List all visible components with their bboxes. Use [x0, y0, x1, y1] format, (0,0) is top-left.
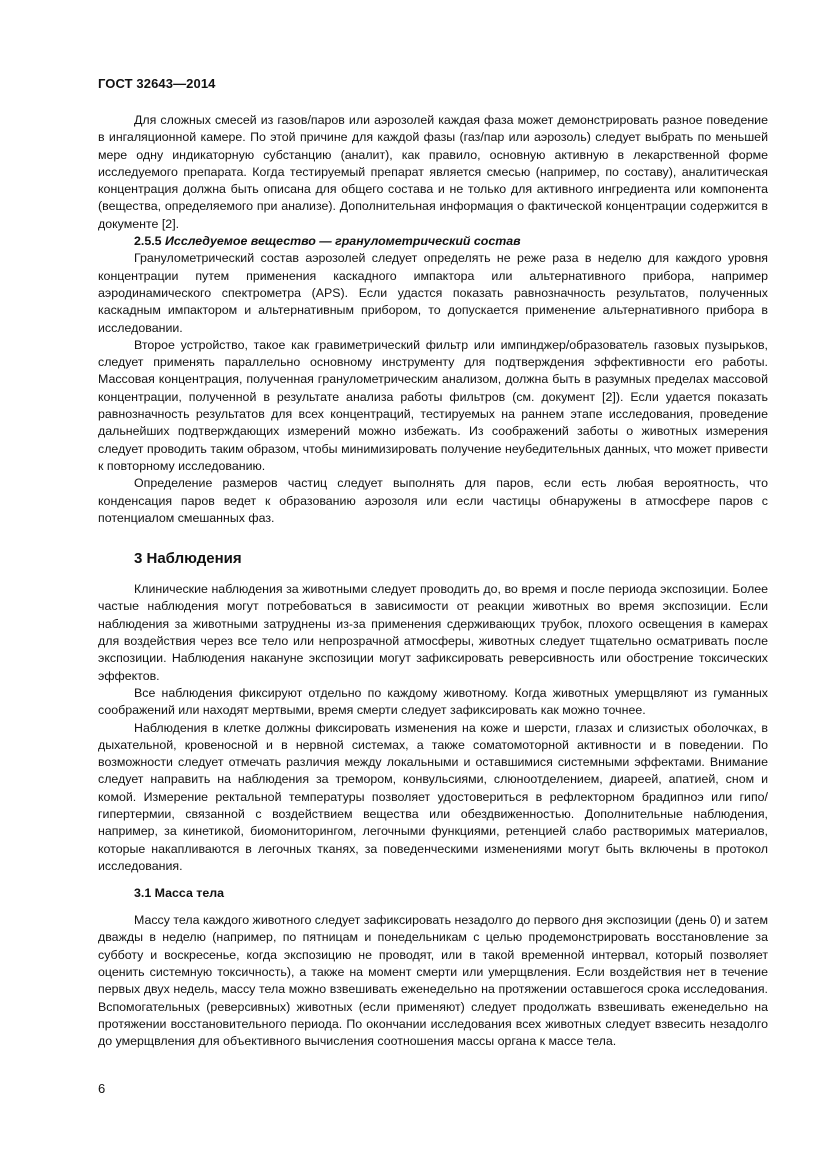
section-heading-3: 3 Наблюдения [134, 550, 242, 568]
paragraph: Второе устройство, такое как гравиметрический фильтр или импинджер/образователь газовых пузырьков, следует применять параллельно основному инструменту для подтверждения эффективности его работы. Массовая концентрация, полученная гранулометрическим анализом, должна быть в разумных пределах массовой концентрации, полученной в результате анализа работы фильтров (см. документ [2]). Если удается показать равнозначность результатов для всех концентраций, тестируемых на раннем этапе исследования, проведение дальнейших подтверждающих измерений можно избежать. Из соображений заботы о животных измерения следует проводить таким образом, чтобы минимизировать получение неубедительных данных, что может привести к повторному исследованию. [98, 337, 768, 473]
page-number: 6 [98, 1081, 106, 1096]
paragraph: Клинические наблюдения за животными следует проводить до, во время и после периода экспозиции. Более частые наблюдения могут потребоваться в зависимости от реакции животных во время экспозиции. Если наблюдения за животными затруднены из-за применения сдерживающих трубок, плохого освещения в камерах для воздействия через все тело или непрозрачной атмосферы, животных следует тщательно осматривать после экспозиции. Наблюдения накануне экспозиции могут зафиксировать реверсивность или обострение токсических эффектов. [98, 582, 768, 683]
subsection-heading-2-5-5 [98, 233, 768, 250]
subsection-title: Исследуемое вещество — гранулометрический состав [165, 234, 521, 249]
paragraph: Гранулометрический состав аэрозолей следует определять не реже раза в неделю для каждого уровня концентрации путем применения каскадного импактора или альтернативного прибора, например аэродинамического спектрометра (APS). Если удастся показать равнозначность результатов, полученных каскадным импактором и альтернативным прибором, то допускается применение альтернативного прибора в исследовании. [98, 251, 768, 335]
paragraph: Наблюдения в клетке должны фиксировать изменения на коже и шерсти, глазах и слизистых оболочках, в дыхательной, кровеносной и в нервной системах, а также соматомоторной активности и в поведении. По возможности следует отмечать различия между локальными и оставшимися системными эффектами. Внимание следует направить на наблюдения за тремором, конвульсиями, слюноотделением, диареей, апатией, сном и комой. Измерение ректальной температуры позволяет удостовериться в рефлекторном брадипноэ или гипо/гипертермии, связанной с воздействием вещества или обездвиженностью. Дополнительные наблюдения, например, за кинетикой, биомониторингом, легочными функциями, ретенцией слабо растворимых материалов, которые накапливаются в легочных тканях, за поведенческими изменениями могут быть включены в протокол исследования. [98, 720, 768, 873]
paragraph: Определение размеров частиц следует выполнять для паров, если есть любая вероятность, что конденсация паров ведет к образованию аэрозоля или если частицы обнаружены в атмосфере паров с потенциалом смешанных фаз. [98, 476, 768, 525]
subsection-number: 2.5.5 [134, 234, 162, 249]
paragraph: Все наблюдения фиксируют отдельно по каждому животному. Когда животных умерщвляют из гуманных соображений или находят мертвыми, время смерти следует зафиксировать как можно точнее. [98, 685, 768, 718]
paragraph: Для сложных смесей из газов/паров или аэрозолей каждая фаза может демонстрировать разное поведение в ингаляционной камере. По этой причине для каждой фазы (газ/пар или аэрозоль) следует выбрать по меньшей мере одну индикаторную субстанцию (аналит), как правило, основную активную в лекарственной форме исследуемого препарата. Когда тестируемый препарат является смесью (например, по составу), аналитическая концентрация должна быть описана для общего состава и не только для активного ингредиента или компонента (вещества, определяемого при анализе). Дополнительная информация о фактической концентрации содержится в документе [2]. [98, 113, 768, 231]
document-header: ГОСТ 32643—2014 [98, 76, 216, 91]
section-heading-3-1: 3.1 Масса тела [134, 886, 225, 901]
document-body [98, 112, 768, 1051]
paragraph: Массу тела каждого животного следует зафиксировать незадолго до первого дня экспозиции (день 0) и затем дважды в неделю (например, по пятницам и понедельникам с целью продемонстрировать восстановление за субботу и воскресенье, когда экспозицию не проводят, или в такой временной интервал, который позволяет оценить системную токсичность), а также на момент смерти или умерщвления. Если воздействия нет в течение первых двух недель, массу тела можно взвешивать еженедельно на протяжении оставшегося срока исследования. Вспомогательных (реверсивных) животных (если применяют) следует продолжать взвешивать еженедельно на протяжении восстановительного периода. По окончании исследования всех животных следует взвесить незадолго до умерщвления для объективного вычисления соотношения массы органа к массе тела. [98, 913, 768, 1049]
